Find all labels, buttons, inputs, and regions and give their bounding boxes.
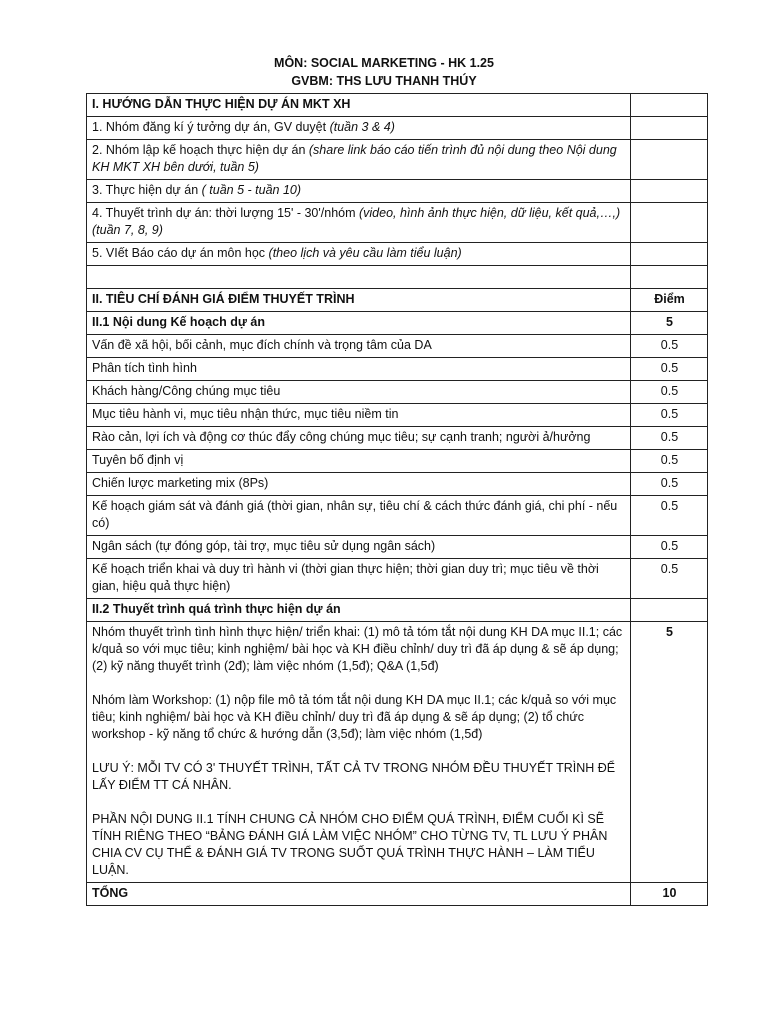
table-row	[87, 536, 708, 559]
criterion-text: Khách hàng/Công chúng mục tiêu	[87, 381, 631, 404]
instruction-text: 3. Thực hiện dự án	[92, 183, 202, 197]
criterion-score: 0.5	[631, 427, 708, 450]
table-row	[87, 140, 708, 180]
presentation-detail-row	[87, 622, 708, 883]
table-row	[87, 335, 708, 358]
total-row	[87, 883, 708, 906]
evaluation-table	[86, 93, 708, 906]
spacer-row	[87, 266, 708, 289]
criterion-score: 0.5	[631, 559, 708, 599]
grading-note-paragraph: PHẦN NỘI DUNG II.1 TÍNH CHUNG CẢ NHÓM CHO ĐIỂM QUÁ TRÌNH, ĐIỂM CUỐI KÌ SẼ TÍNH RIÊNG THEO “BẢNG ĐÁNH GIÁ LÀM VIỆC NHÓM” CHO TỪNG TV, TL LƯU Ý PHÂN CHIA CV CỤ THỂ & ĐÁNH GIÁ TV TRONG SUỐT QUÁ TRÌNH THỰC HÀNH – LÀM TIỂU LUẬN.	[92, 812, 608, 877]
criterion-score: 0.5	[631, 450, 708, 473]
empty-cell	[631, 94, 708, 117]
criterion-text: Kế hoạch triển khai và duy trì hành vi (thời gian thực hiện; thời gian duy trì; mục tiêu về thời gian, hiệu quả thực hiện)	[87, 559, 631, 599]
document-header	[0, 54, 768, 90]
instruction-cell	[87, 180, 631, 203]
presentation-paragraph: Nhóm thuyết trình tình hình thực hiện/ triển khai: (1) mô tả tóm tắt nội dung KH DA mục II.1; các k/quả so với mục tiêu; kinh nghiệm/ bài học và KH điều chỉnh/ duy trì đã áp dụng & sẽ áp dụng; (2) kỹ năng thuyết trình (2đ); làm việc nhóm (1,5đ); Q&A (1,5đ)	[92, 625, 623, 673]
criterion-score: 0.5	[631, 381, 708, 404]
empty-cell	[87, 266, 631, 289]
criterion-text: Chiến lược marketing mix (8Ps)	[87, 473, 631, 496]
criterion-score: 0.5	[631, 473, 708, 496]
empty-cell	[631, 266, 708, 289]
course-title: MÔN: SOCIAL MARKETING - HK 1.25	[274, 56, 494, 70]
subsection1-score: 5	[631, 312, 708, 335]
instruction-cell	[87, 117, 631, 140]
criterion-text: Tuyên bố định vị	[87, 450, 631, 473]
table-row	[87, 450, 708, 473]
table-row	[87, 358, 708, 381]
lecturer-name: GVBM: THS LƯU THANH THÚY	[291, 74, 477, 88]
total-score: 10	[631, 883, 708, 906]
instruction-text: 5. VIết Báo cáo dự án môn học	[92, 246, 269, 260]
section1-header-row	[87, 94, 708, 117]
criterion-text: Ngân sách (tự đóng góp, tài trợ, mục tiêu sử dụng ngân sách)	[87, 536, 631, 559]
criterion-text: Rào cản, lợi ích và động cơ thúc đẩy công chúng mục tiêu; sự cạnh tranh; người ả/hưởng	[87, 427, 631, 450]
instruction-note: ( tuần 5 - tuần 10)	[201, 183, 302, 197]
instruction-text: 4. Thuyết trình dự án: thời lượng 15' - 30'/nhóm	[92, 206, 359, 220]
instruction-cell	[87, 203, 631, 243]
criterion-score: 0.5	[631, 335, 708, 358]
table-row	[87, 559, 708, 599]
subsection2-title: II.2 Thuyết trình quá trình thực hiện dự án	[87, 599, 631, 622]
subsection2-header-row	[87, 599, 708, 622]
subsection2-score: 5	[631, 622, 708, 883]
instruction-text: 1. Nhóm đăng kí ý tưởng dự án, GV duyệt	[92, 120, 330, 134]
section1-title: I. HƯỚNG DẪN THỰC HIỆN DỰ ÁN MKT XH	[87, 94, 631, 117]
criterion-text: Kế hoạch giám sát và đánh giá (thời gian, nhân sự, tiêu chí & cách thức đánh giá, chi phí - nếu có)	[87, 496, 631, 536]
empty-cell	[631, 140, 708, 180]
total-label: TỔNG	[87, 883, 631, 906]
note-paragraph: LƯU Ý: MỖI TV CÓ 3' THUYẾT TRÌNH, TẤT CẢ TV TRONG NHÓM ĐỀU THUYẾT TRÌNH ĐỂ LẤY ĐIỂM TT CÁ NHÂN.	[92, 761, 616, 792]
empty-cell	[631, 180, 708, 203]
workshop-paragraph: Nhóm làm Workshop: (1) nộp file mô tả tóm tắt nội dung KH DA mục II.1; các k/quả so với mục tiêu; kinh nghiệm/ bài học và KH điều chỉnh/ duy trì đã áp dụng & sẽ áp dụng; (2) tổ chức workshop - kỹ năng tổ chức & hướng dẫn (3,5đ); làm việc nhóm (1,5đ)	[92, 693, 617, 741]
subsection1-header-row	[87, 312, 708, 335]
score-column-header: Điểm	[631, 289, 708, 312]
empty-cell	[631, 599, 708, 622]
empty-cell	[631, 243, 708, 266]
criterion-score: 0.5	[631, 536, 708, 559]
table-row	[87, 473, 708, 496]
instruction-text: 2. Nhóm lập kế hoạch thực hiện dự án	[92, 143, 309, 157]
table-row	[87, 243, 708, 266]
instruction-note: (video, hình ảnh thực hiện, dữ liệu, kết quả,…,) (tuần 7, 8, 9)	[92, 206, 621, 237]
subsection1-title: II.1 Nội dung Kế hoạch dự án	[87, 312, 631, 335]
criterion-score: 0.5	[631, 404, 708, 427]
instruction-note: (share link báo cáo tiến trình đủ nội dung theo Nội dung KH MKT XH bên dưới, tuần 5)	[92, 143, 617, 174]
criterion-score: 0.5	[631, 358, 708, 381]
instruction-cell	[87, 243, 631, 266]
empty-cell	[631, 117, 708, 140]
criterion-text: Vấn đề xã hội, bối cảnh, mục đích chính và trọng tâm của DA	[87, 335, 631, 358]
criterion-text: Mục tiêu hành vi, mục tiêu nhận thức, mục tiêu niềm tin	[87, 404, 631, 427]
section2-title: II. TIÊU CHÍ ĐÁNH GIÁ ĐIỂM THUYẾT TRÌNH	[87, 289, 631, 312]
section2-header-row	[87, 289, 708, 312]
instruction-note: (theo lịch và yêu cầu làm tiểu luận)	[268, 246, 462, 260]
criterion-text: Phân tích tình hình	[87, 358, 631, 381]
table-row	[87, 427, 708, 450]
table-row	[87, 180, 708, 203]
table-row	[87, 381, 708, 404]
presentation-detail-cell	[87, 622, 631, 883]
empty-cell	[631, 203, 708, 243]
criterion-score: 0.5	[631, 496, 708, 536]
table-row	[87, 203, 708, 243]
table-row	[87, 404, 708, 427]
table-row	[87, 496, 708, 536]
instruction-note: (tuần 3 & 4)	[329, 120, 395, 134]
table-row	[87, 117, 708, 140]
instruction-cell	[87, 140, 631, 180]
